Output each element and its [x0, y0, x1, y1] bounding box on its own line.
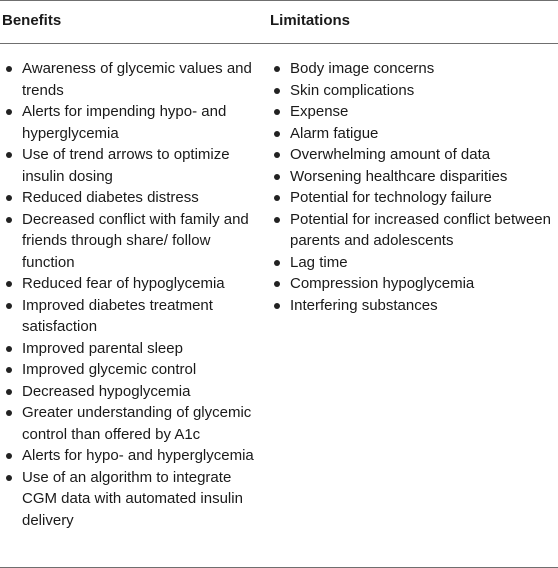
benefit-text: Use of trend arrows to optimize insulin dosing	[22, 146, 230, 185]
bullet-icon	[6, 152, 12, 158]
bullet-icon	[274, 303, 280, 309]
limitation-item	[268, 144, 558, 166]
benefit-item	[0, 359, 262, 381]
benefit-item	[0, 467, 262, 532]
limitation-text: Expense	[290, 103, 349, 120]
benefit-item	[0, 402, 262, 445]
benefit-text: Greater understanding of glycemic control than offered by A1c	[22, 404, 252, 443]
benefit-text: Decreased conflict with family and friends through share/ follow function	[22, 210, 249, 271]
top-rule	[0, 0, 558, 1]
benefit-item	[0, 381, 262, 403]
bullet-icon	[274, 109, 280, 115]
benefit-text: Alerts for hypo- and hyperglycemia	[22, 447, 254, 464]
benefit-item	[0, 209, 262, 274]
benefit-text: Reduced diabetes distress	[22, 189, 199, 206]
limitation-item	[268, 273, 558, 295]
bullet-icon	[274, 217, 280, 223]
benefit-item	[0, 101, 262, 144]
benefit-text: Reduced fear of hypoglycemia	[22, 275, 225, 292]
benefit-text: Improved diabetes treatment satisfaction	[22, 296, 213, 335]
bullet-icon	[274, 152, 280, 158]
limitation-item	[268, 252, 558, 274]
bullet-icon	[6, 109, 12, 115]
limitation-item	[268, 123, 558, 145]
limitation-text: Potential for technology failure	[290, 189, 492, 206]
limitations-list	[268, 58, 558, 316]
benefit-text: Alerts for impending hypo- and hyperglycemia	[22, 103, 227, 142]
limitation-item	[268, 209, 558, 252]
limitation-item	[268, 166, 558, 188]
bullet-icon	[274, 88, 280, 94]
bullet-icon	[274, 195, 280, 201]
benefits-header: Benefits	[2, 12, 62, 29]
benefit-item	[0, 445, 262, 467]
bullet-icon	[6, 453, 12, 459]
limitation-item	[268, 101, 558, 123]
bullet-icon	[6, 389, 12, 395]
limitation-text: Worsening healthcare disparities	[290, 167, 508, 185]
limitation-text: Alarm fatigue	[290, 124, 379, 142]
bullet-icon	[6, 475, 12, 481]
bullet-icon	[274, 66, 280, 72]
limitation-text: Compression hypoglycemia	[290, 275, 475, 292]
limitation-text: Overwhelming amount of data	[290, 146, 491, 163]
bullet-icon	[6, 195, 12, 201]
benefit-item	[0, 295, 262, 338]
benefit-item	[0, 338, 262, 360]
benefits-list	[0, 58, 262, 531]
limitation-item	[268, 295, 558, 317]
bullet-icon	[6, 346, 12, 352]
benefit-text: Use of an algorithm to integrate CGM data with automated insulin delivery	[22, 468, 243, 529]
bullet-icon	[6, 281, 12, 287]
limitation-text: Body image concerns	[290, 60, 435, 77]
limitation-item	[268, 58, 558, 80]
header-rule	[0, 43, 558, 44]
limitation-text: Potential for increased conflict between parents and adolescents	[290, 210, 551, 249]
benefit-text: Improved parental sleep	[22, 339, 183, 357]
bullet-icon	[6, 303, 12, 309]
limitation-text: Skin complications	[290, 81, 415, 99]
limitations-header: Limitations	[270, 12, 351, 29]
benefit-text: Decreased hypoglycemia	[22, 382, 191, 400]
benefit-text: Improved glycemic control	[22, 361, 197, 378]
bullet-icon	[6, 410, 12, 416]
bullet-icon	[274, 131, 280, 137]
limitation-text: Interfering substances	[290, 296, 438, 314]
bullet-icon	[6, 66, 12, 72]
benefit-item	[0, 58, 262, 101]
bullet-icon	[6, 367, 12, 373]
bullet-icon	[6, 217, 12, 223]
limitation-text: Lag time	[290, 253, 348, 271]
benefit-item	[0, 144, 262, 187]
benefit-item	[0, 187, 262, 209]
benefit-text: Awareness of glycemic values and trends	[22, 60, 252, 99]
limitation-item	[268, 80, 558, 102]
limitation-item	[268, 187, 558, 209]
bullet-icon	[274, 260, 280, 266]
benefit-item	[0, 273, 262, 295]
bullet-icon	[274, 281, 280, 287]
bullet-icon	[274, 174, 280, 180]
